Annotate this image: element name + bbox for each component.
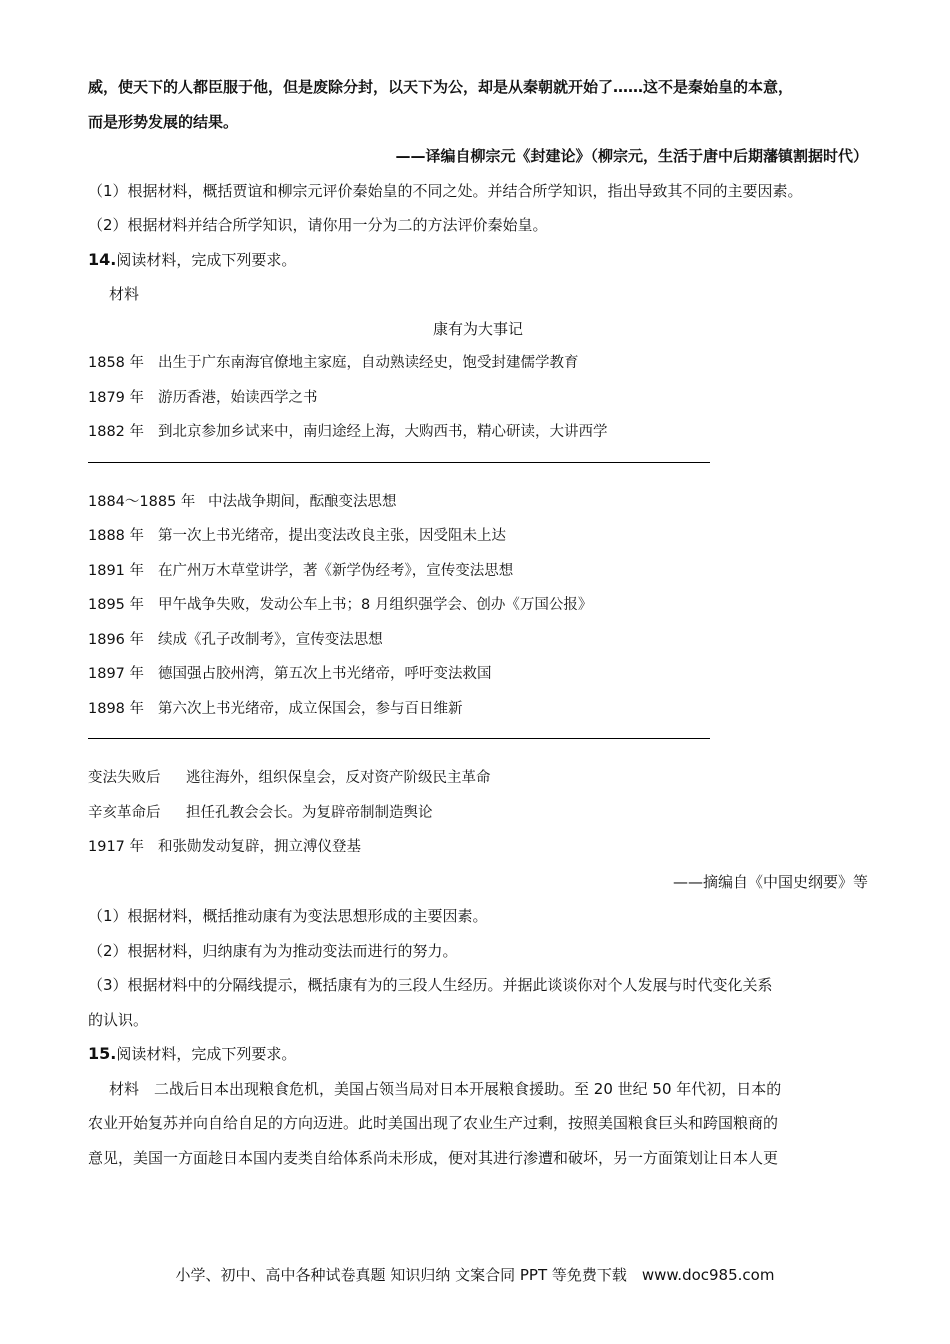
q14-subquestion-3-line-1: （3）根据材料中的分隔线提示，概括康有为的三段人生经历。并据此谈谈你对个人发展与时代变化关系 (88, 976, 773, 994)
timeline-row (88, 485, 868, 520)
q15-material-line-2: 农业开始复苏并向自给自足的方向迈进。此时美国出现了农业生产过剩，按照美国粮食巨头和跨国粮商的 (88, 1114, 779, 1132)
timeline-event: 游历香港，始读西学之书 (158, 389, 318, 406)
timeline-row (88, 761, 868, 796)
timeline-year: 1891 年 (88, 562, 145, 579)
q15-number: 15. (88, 1044, 117, 1063)
timeline-year: 1897 年 (88, 666, 145, 682)
timeline-year: 1895 年 (88, 597, 145, 613)
timeline-event: 和张勋发动复辟，拥立溥仪登基 (158, 839, 361, 855)
q13-material-line-1: 威，使天下的人都臣服于他，但是废除分封，以天下为公，却是从秦朝就开始了……这不是秦始皇的本意， (88, 78, 794, 96)
timeline-event: 担任孔教会会长。为复辟帝制制造舆论 (186, 804, 433, 821)
timeline-row (88, 796, 868, 831)
timeline-event: 第一次上书光绪帝，提出变法改良主张，因受阻未上达 (158, 528, 506, 544)
q15-material-line-1: 材料 二战后日本出现粮食危机，美国占领当局对日本开展粮食援助。至 20 世纪 50 年代初，日本的 (109, 1079, 782, 1098)
timeline-year: 变法失败后 (88, 770, 161, 786)
timeline-event: 德国强占胶州湾，第五次上书光绪帝，呼吁变法救国 (158, 666, 492, 682)
q15-material-line-3: 意见，美国一方面趁日本国内麦类自给体系尚未形成，便对其进行渗遭和破坏，另一方面策划让日本人更 (88, 1148, 779, 1167)
q15-header (88, 1037, 868, 1072)
timeline-event: 甲午战争失败，发动公车上书；8 月组织强学会、创办《万国公报》 (158, 597, 593, 613)
timeline-row (88, 346, 868, 381)
q14-timeline-group-1 (88, 346, 868, 450)
q14-prompt: 阅读材料，完成下列要求。 (116, 250, 297, 269)
timeline-event: 逃往海外，组织保皇会，反对资产阶级民主革命 (186, 770, 491, 786)
q14-number: 14. (88, 249, 117, 269)
timeline-year: 1884～1885 年 (88, 493, 196, 510)
timeline-event: 续成《孔子改制考》，宣传变法思想 (158, 631, 383, 648)
document-page (88, 70, 868, 1175)
q14-timeline-group-2 (88, 485, 868, 727)
timeline-row (88, 692, 868, 727)
q15-prompt: 阅读材料，完成下列要求。 (116, 1045, 297, 1063)
page-footer: 小学、初中、高中各种试卷真题 知识归纳 文案合同 PPT 等免费下载 www.doc985.com (175, 1266, 775, 1284)
timeline-event: 到北京参加乡试来中，南归途经上海，大购西书，精心研读，大讲西学 (158, 424, 608, 440)
timeline-year: 1898 年 (88, 700, 145, 717)
timeline-event: 在广州万木草堂讲学，著《新学伪经考》，宣传变法思想 (158, 562, 514, 579)
q14-subquestion-2: （2）根据材料，归纳康有为为推动变法而进行的努力。 (88, 941, 458, 960)
timeline-row (88, 381, 868, 416)
timeline-row (88, 657, 868, 692)
timeline-year: 1888 年 (88, 528, 145, 544)
timeline-row (88, 830, 868, 865)
q13-source: ——译编自柳宗元《封建论》（柳宗元，生活于唐中后期藩镇割据时代） (395, 147, 868, 165)
timeline-row (88, 415, 868, 450)
timeline-year: 辛亥革命后 (88, 804, 161, 821)
q14-subquestion-3-line-2: 的认识。 (88, 1010, 149, 1029)
timeline-row (88, 519, 868, 554)
timeline-row (88, 623, 868, 658)
q14-timeline-group-3 (88, 761, 868, 865)
timeline-year: 1879 年 (88, 389, 145, 406)
timeline-year: 1896 年 (88, 631, 145, 648)
timeline-divider-2 (88, 738, 710, 739)
q13-subquestion-1: （1）根据材料，概括贾谊和柳宗元评价秦始皇的不同之处。并结合所学知识，指出导致其不同的主要因素。 (88, 181, 803, 200)
timeline-year: 1858 年 (88, 355, 145, 371)
timeline-event: 出生于广东南海官僚地主家庭，自动熟读经史，饱受封建儒学教育 (158, 355, 579, 371)
q13-subquestion-2: （2）根据材料并结合所学知识，请你用一分为二的方法评价秦始皇。 (88, 216, 548, 234)
q14-material-label: 材料 (109, 285, 140, 303)
q14-table-title: 康有为大事记 (432, 319, 523, 338)
timeline-row (88, 588, 868, 623)
q13-material-line-2: 而是形势发展的结果。 (88, 112, 239, 131)
timeline-year: 1917 年 (88, 839, 145, 855)
timeline-divider-1 (88, 462, 710, 463)
timeline-year: 1882 年 (88, 424, 145, 440)
timeline-row (88, 554, 868, 589)
q14-header (88, 243, 868, 278)
q14-source: ——摘编自《中国史纲要》等 (672, 872, 868, 891)
q14-subquestion-1: （1）根据材料，概括推动康有为变法思想形成的主要因素。 (88, 907, 488, 925)
timeline-event: 第六次上书光绪帝，成立保国会，参与百日维新 (158, 700, 463, 717)
timeline-event: 中法战争期间，酝酿变法思想 (208, 493, 397, 510)
